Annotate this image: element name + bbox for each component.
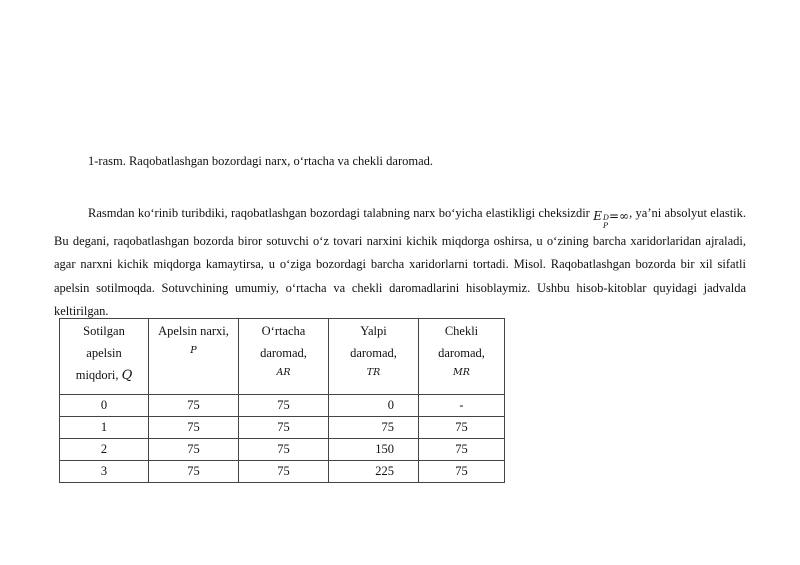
header-marginal-revenue: Chekli daromad, MR (419, 319, 505, 395)
cell-average-revenue: 75 (239, 417, 329, 439)
header-total-revenue: Yalpi daromad, TR (329, 319, 419, 395)
cell-total-revenue: 225 (329, 461, 419, 483)
cell-average-revenue: 75 (239, 461, 329, 483)
cell-marginal-revenue: 75 (419, 461, 505, 483)
cell-marginal-revenue: 75 (419, 439, 505, 461)
cell-marginal-revenue: - (419, 395, 505, 417)
cell-price: 75 (149, 439, 239, 461)
table-row (60, 461, 505, 483)
revenue-table (59, 318, 505, 483)
table-header-row (60, 319, 505, 395)
cell-average-revenue: 75 (239, 395, 329, 417)
table-row (60, 395, 505, 417)
cell-quantity: 3 (60, 461, 149, 483)
cell-total-revenue: 0 (329, 395, 419, 417)
cell-price: 75 (149, 417, 239, 439)
figure-caption: 1-rasm. Raqobatlashgan bozordagi narx, o‘rtacha va chekli daromad. (88, 154, 434, 168)
cell-quantity: 2 (60, 439, 149, 461)
cell-quantity: 0 (60, 395, 149, 417)
cell-total-revenue: 75 (329, 417, 419, 439)
cell-total-revenue: 150 (329, 439, 419, 461)
paragraph-text-2: , ya’ni absolyut elastik. Bu degani, raqobatlashgan bozorda biror sotuvchi o‘z tovari narxini kichik miqdorga oshirsa, u o‘zining barcha xaridorlaridan ajraladi, agar narxni kichik miqdorga kamaytirsa, u o‘ziga bozordagi barcha xaridorlarni tortadi. Misol. Raqobatlashgan bozorda bir xil sifatli apelsin sotilmoqda. Sotuvchining umumiy, o‘rtacha va chekli daromadlarini hisoblaymiz. Ushbu hisob-kitoblar quyidagi jadvalda keltirilgan. (54, 206, 747, 319)
paragraph-text-1: Rasmdan ko‘rinib turibdiki, raqobatlashgan bozordagi talabning narx bo‘yicha elastikligi cheksizdir (88, 206, 590, 220)
cell-average-revenue: 75 (239, 439, 329, 461)
table-row (60, 439, 505, 461)
cell-marginal-revenue: 75 (419, 417, 505, 439)
elasticity-formula: E D P =∞ (593, 209, 630, 230)
header-quantity: Sotilgan apelsin miqdori, Q (60, 319, 149, 395)
header-price: Apelsin narxi, P (149, 319, 239, 395)
cell-quantity: 1 (60, 417, 149, 439)
header-average-revenue: O‘rtacha daromad, AR (239, 319, 329, 395)
cell-price: 75 (149, 461, 239, 483)
body-paragraph (54, 202, 746, 324)
table-row (60, 417, 505, 439)
cell-price: 75 (149, 395, 239, 417)
